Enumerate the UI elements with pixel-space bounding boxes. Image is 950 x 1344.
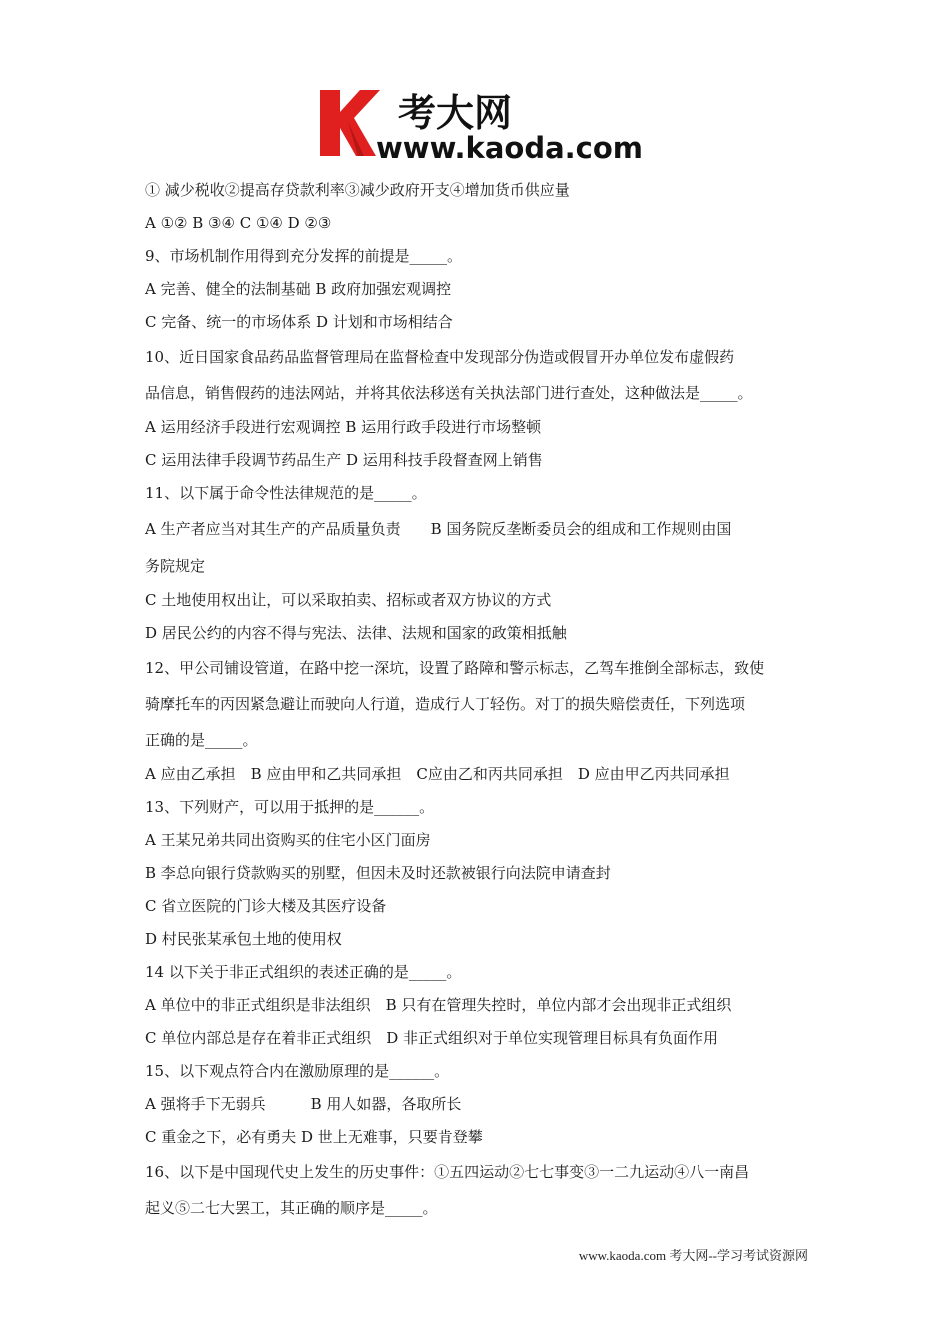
answer-choices-line: A ①② B ③④ C ①④ D ②③ bbox=[145, 214, 332, 232]
question-11-option-b-cont: 务院规定 bbox=[145, 557, 206, 575]
question-12-options: A 应由乙承担 B 应由甲和乙共同承担 C应由乙和丙共同承担 D 应由甲乙丙共同承担 bbox=[145, 765, 730, 783]
question-10-line-2: 品信息，销售假药的违法网站，并将其依法移送有关执法部门进行查处，这种做法是_____。 bbox=[145, 384, 753, 402]
question-16-line-2: 起义⑤二七大罢工，其正确的顺序是_____。 bbox=[145, 1199, 438, 1217]
question-10-line-1: 10、近日国家食品药品监督管理局在监督检查中发现部分伪造或假冒开办单位发布虚假药 bbox=[145, 348, 735, 366]
question-14-options-cd: C 单位内部总是存在着非正式组织 D 非正式组织对于单位实现管理目标具有负面作用 bbox=[145, 1029, 719, 1047]
question-9-options-ab: A 完善、健全的法制基础 B 政府加强宏观调控 bbox=[145, 280, 452, 298]
page-footer: www.kaoda.com 考大网--学习考试资源网 bbox=[578, 1248, 808, 1263]
question-13: 13、下列财产，可以用于抵押的是______。 bbox=[145, 798, 435, 816]
question-13-option-c: C 省立医院的门诊大楼及其医疗设备 bbox=[145, 897, 387, 915]
kaoda-logo-graphic bbox=[318, 82, 648, 162]
question-13-option-a: A 王某兄弟共同出资购买的住宅小区门面房 bbox=[145, 831, 431, 849]
question-12-line-3: 正确的是_____。 bbox=[145, 731, 258, 749]
question-15: 15、以下观点符合内在激励原理的是______。 bbox=[145, 1062, 450, 1080]
question-10-options-ab: A 运用经济手段进行宏观调控 B 运用行政手段进行市场整顿 bbox=[145, 418, 542, 436]
question-14: 14 以下关于非正式组织的表述正确的是_____。 bbox=[145, 963, 462, 981]
question-11-option-c: C 土地使用权出让，可以采取拍卖、招标或者双方协议的方式 bbox=[145, 591, 552, 609]
question-13-option-d: D 村民张某承包土地的使用权 bbox=[145, 930, 342, 948]
question-9: 9、市场机制作用得到充分发挥的前提是_____。 bbox=[145, 247, 463, 265]
answer-options-line: ① 减少税收②提高存贷款利率③减少政府开支④增加货币供应量 bbox=[145, 181, 570, 199]
question-9-options-cd: C 完备、统一的市场体系 D 计划和市场相结合 bbox=[145, 313, 453, 331]
question-12-line-2: 骑摩托车的丙因紧急避让而驶向人行道，造成行人丁轻伤。对丁的损失赔偿责任，下列选项 bbox=[145, 695, 746, 713]
question-12-line-1: 12、甲公司铺设管道，在路中挖一深坑，设置了路障和警示标志，乙驾车推倒全部标志，致使 bbox=[145, 659, 765, 677]
question-11-option-d: D 居民公约的内容不得与宪法、法律、法规和国家的政策相抵触 bbox=[145, 624, 567, 642]
question-15-options-ab: A 强将手下无弱兵 B 用人如器，各取所长 bbox=[145, 1095, 462, 1113]
kaoda-logo bbox=[318, 82, 648, 162]
logo-url: www.kaoda.com bbox=[376, 131, 643, 162]
logo-chinese-name: 考大网 bbox=[398, 91, 513, 135]
question-10-options-cd: C 运用法律手段调节药品生产 D 运用科技手段督查网上销售 bbox=[145, 451, 543, 469]
question-11-option-ab: A 生产者应当对其生产的产品质量负责 B 国务院反垄断委员会的组成和工作规则由国 bbox=[145, 520, 732, 538]
question-11: 11、以下属于命令性法律规范的是_____。 bbox=[145, 484, 427, 502]
document-body bbox=[145, 174, 810, 1226]
question-14-options-ab: A 单位中的非正式组织是非法组织 B 只有在管理失控时，单位内部才会出现非正式组织 bbox=[145, 996, 732, 1014]
logo-k-mark-icon bbox=[320, 90, 380, 156]
question-16-line-1: 16、以下是中国现代史上发生的历史事件：①五四运动②七七事变③一二九运动④八一南昌 bbox=[145, 1163, 750, 1181]
question-13-option-b: B 李总向银行贷款购买的别墅，但因未及时还款被银行向法院申请查封 bbox=[145, 864, 611, 882]
question-15-options-cd: C 重金之下，必有勇夫 D 世上无难事，只要肯登攀 bbox=[145, 1128, 483, 1146]
